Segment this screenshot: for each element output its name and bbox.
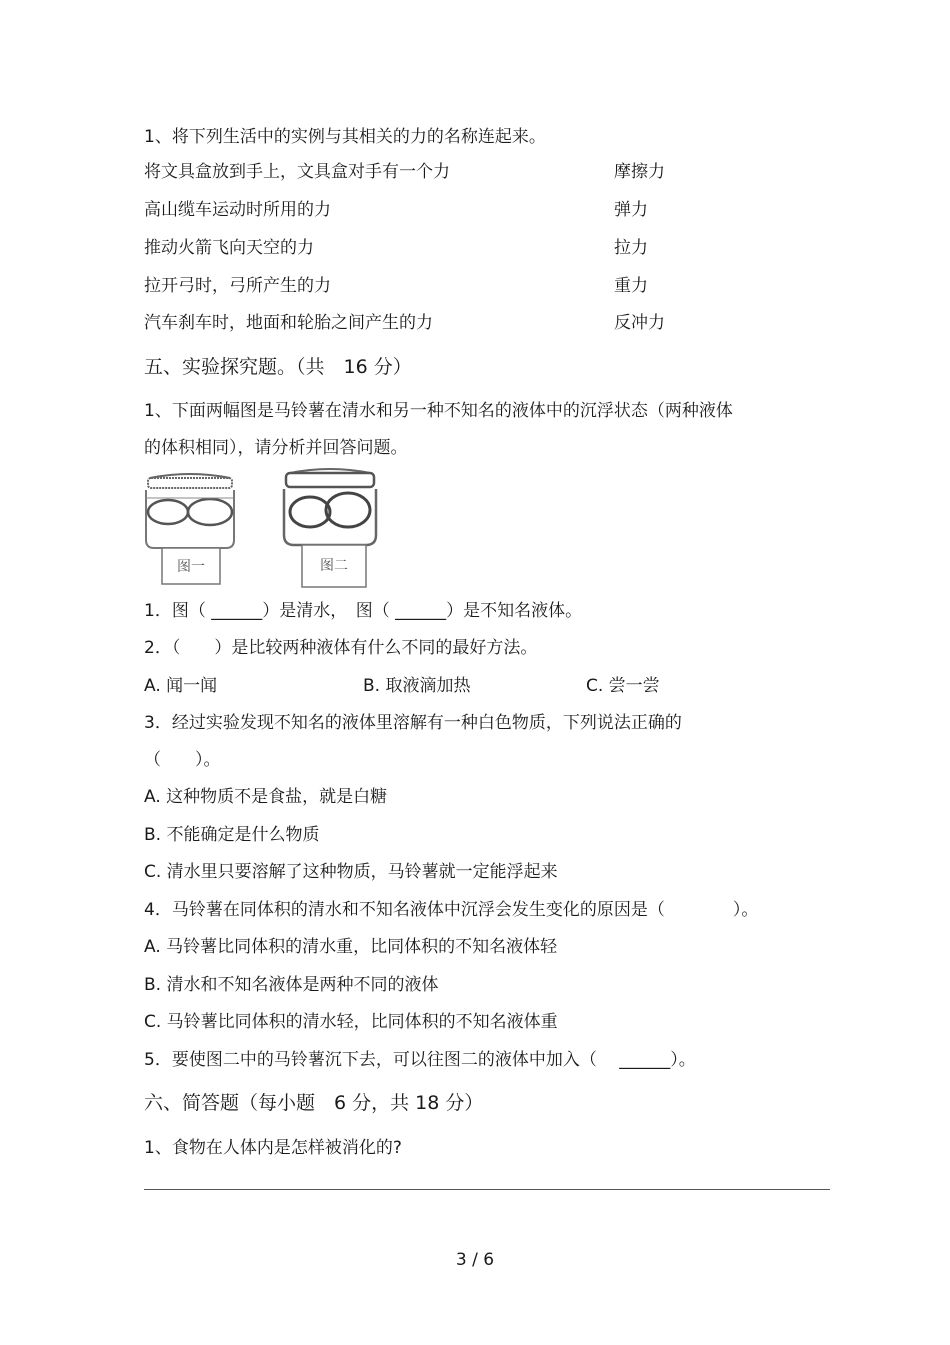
- match-left-item: 高山缆车运动时所用的力: [144, 200, 331, 220]
- section-6-heading: 六、简答题（每小题 6 分，共 18 分）: [144, 1092, 484, 1114]
- sub-question-3-cont: （ ）。: [144, 750, 221, 770]
- match-right-item: 反冲力: [614, 313, 665, 333]
- option-c: C. 尝一尝: [586, 676, 660, 696]
- figure-two-label: 图二: [320, 558, 348, 574]
- match-left-item: 将文具盒放到手上，文具盒对手有一个力: [144, 162, 450, 182]
- match-left-item: 推动火箭飞向天空的力: [144, 238, 314, 258]
- answer-line: [144, 1189, 830, 1190]
- sub-question-3: 3．经过实验发现不知名的液体里溶解有一种白色物质，下列说法正确的: [144, 713, 682, 733]
- match-right-item: 拉力: [614, 238, 648, 258]
- sub-question-4: 4．马铃薯在同体积的清水和不知名液体中沉浮会发生变化的原因是（ ）。: [144, 900, 759, 920]
- sub-question-2: 2．（ ）是比较两种液体有什么不同的最好方法。: [144, 638, 538, 658]
- sub-question-5: 5．要使图二中的马铃薯沉下去，可以往图二的液体中加入（ ______）。: [144, 1050, 696, 1070]
- option-c: C. 清水里只要溶解了这种物质，马铃薯就一定能浮起来: [144, 862, 558, 882]
- option-b: B. 清水和不知名液体是两种不同的液体: [144, 975, 439, 995]
- match-right-item: 摩擦力: [614, 162, 665, 182]
- experiment-question: 1、下面两幅图是马铃薯在清水和另一种不知名的液体中的沉浮状态（两种液体: [144, 401, 733, 421]
- option-b: B. 不能确定是什么物质: [144, 825, 320, 845]
- section-5-heading: 五、实验探究题。（共 16 分）: [144, 356, 412, 378]
- short-answer-question: 1、食物在人体内是怎样被消化的?: [144, 1138, 402, 1158]
- option-c: C. 马铃薯比同体积的清水轻，比同体积的不知名液体重: [144, 1012, 558, 1032]
- match-left-item: 拉开弓时，弓所产生的力: [144, 276, 331, 296]
- match-right-item: 重力: [614, 276, 648, 296]
- experiment-question-cont: 的体积相同），请分析并回答问题。: [144, 438, 408, 458]
- figure-one-label: 图一: [177, 559, 205, 575]
- option-a: A. 马铃薯比同体积的清水重，比同体积的不知名液体轻: [144, 937, 558, 957]
- figure-two-jar: [280, 465, 380, 590]
- option-b: B. 取液滴加热: [363, 676, 471, 696]
- option-a: A. 这种物质不是食盐，就是白糖: [144, 787, 388, 807]
- sub-question-1: 1．图（ ______）是清水， 图（ ______）是不知名液体。: [144, 601, 583, 621]
- match-right-item: 弹力: [614, 200, 648, 220]
- figure-one-jar: [140, 468, 240, 586]
- match-prompt: 1、将下列生活中的实例与其相关的力的名称连起来。: [144, 127, 546, 147]
- match-left-item: 汽车刹车时，地面和轮胎之间产生的力: [144, 313, 433, 333]
- option-a: A. 闻一闻: [144, 676, 218, 696]
- page-number: 3 / 6: [455, 1250, 495, 1270]
